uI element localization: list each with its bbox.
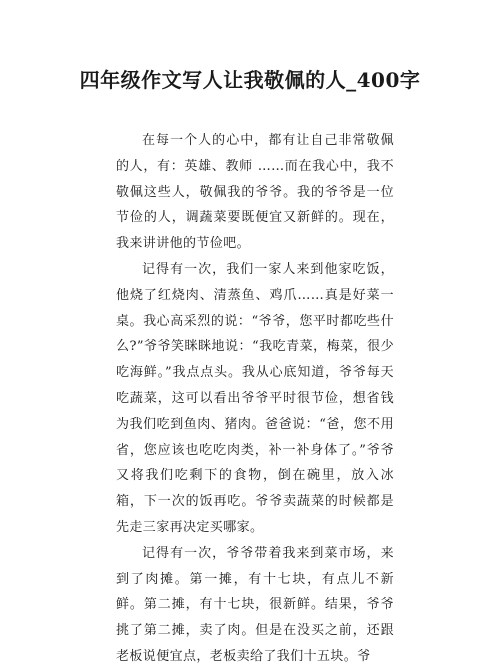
page-title: 四年级作文写人让我敬佩的人_400字 [79,68,421,92]
paragraph-1: 在每一个人的心中，都有让自己非常敬佩的人，有：英雄、教师 ……而在我心中，我不敬佩这些人，敬佩我的爷爷。我的爷爷是一位节俭的人，调蔬菜要既便宜又新鲜的。现在，我来讲讲他的节俭吧。 [116,133,394,252]
essay-body [116,128,394,670]
paragraph-2: 记得有一次，我们一家人来到他家吃饭，他烧了红烧肉、清蒸鱼、鸡爪……真是好菜一桌。我心高采烈的说：“爷爷，您平时都吃些什么?”爷爷笑眯眯地说：“我吃青菜，梅菜，很少吃海鲜。”我点点头。我从心底知道，爷爷每天吃蔬菜，这可以看出爷爷平时很节俭，想省钱为我们吃到鱼肉、猪肉。爸爸说：“爸，您不用省，您应该也吃吃肉类，补一补身体了。”爷爷又将我们吃剩下的食物，倒在碗里，放入冰箱，下一次的饭再吃。爷爷卖蔬菜的时候都是先走三家再决定买哪家。 [116,261,394,535]
paragraph-3: 记得有一次，爷爷带着我来到菜市场，来到了肉摊。第一摊，有十七块，有点儿不新鲜。第二摊，有十七块，很新鲜。结果，爷爷挑了第二摊，卖了肉。但是在没买之前，还跟老板说便宜点，老板卖给了我们十五块。爷 [116,545,394,664]
